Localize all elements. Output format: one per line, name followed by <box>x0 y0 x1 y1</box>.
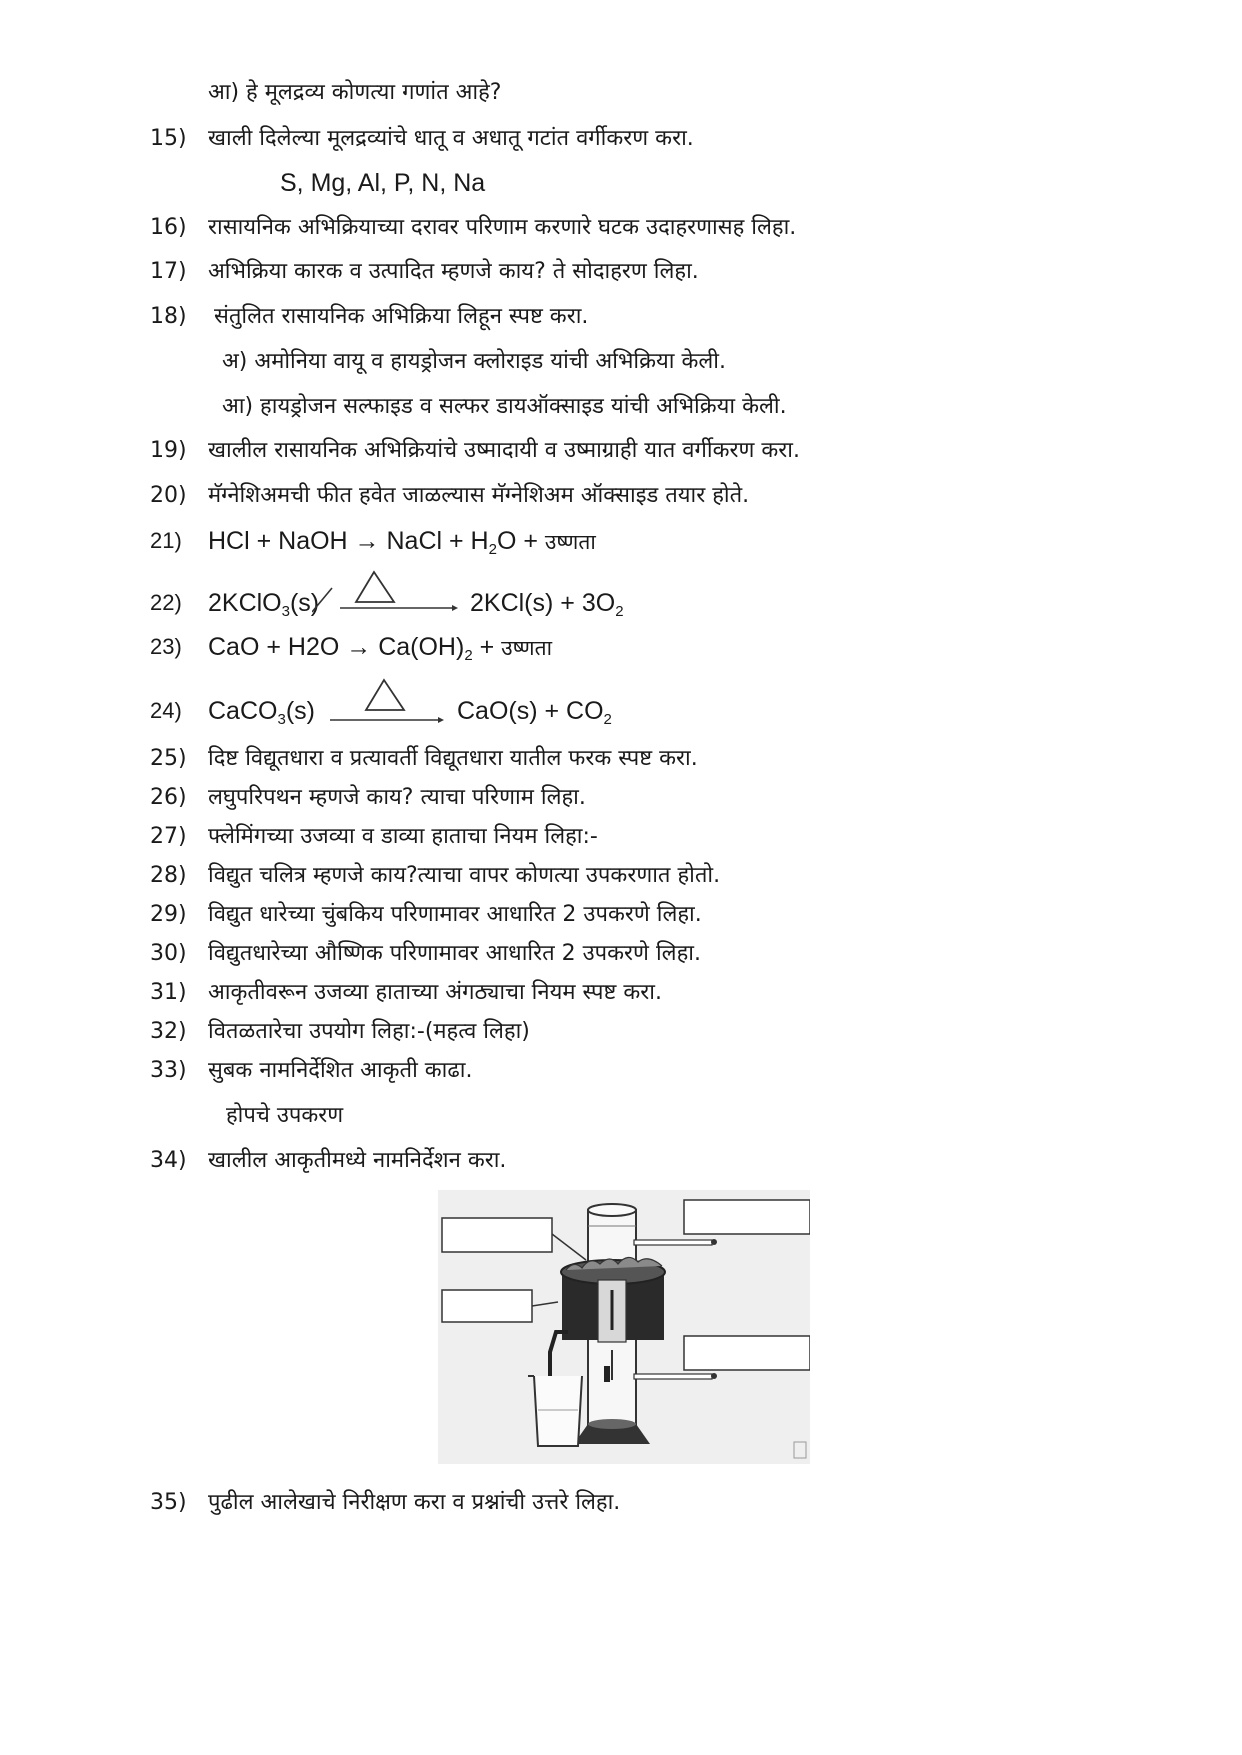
equation-reactants: CaO + H2O → Ca(OH) <box>208 633 465 661</box>
question-text: मॅग्नेशिअमची फीत हवेत जाळल्यास मॅग्नेशिअम ऑक्साइड तयार होते. <box>208 483 750 508</box>
question-text: दिष्ट विद्यूतधारा व प्रत्यावर्ती विद्यूतधारा यातील फरक स्पष्ट करा. <box>208 746 698 771</box>
question-text: आकृतीवरून उजव्या हाताच्या अंगठ्याचा नियम स्पष्ट करा. <box>208 980 662 1005</box>
equation-products: $2KCl(s) + 3O_2$ <box>470 589 624 620</box>
thermometer-icon <box>634 1374 712 1379</box>
question-number: 29) <box>150 902 187 927</box>
equation-products: O + <box>496 527 545 555</box>
question-text: रासायनिक अभिक्रियाच्या दरावर परिणाम करणारे घटक उदाहरणासह लिहा. <box>208 215 797 240</box>
equation-reactants: HCl + NaOH → NaCl + H <box>208 527 489 555</box>
subscript: 2 <box>615 603 624 620</box>
question-number: 22) <box>150 590 182 615</box>
question-text: खालील आकृतीमध्ये नामनिर्देशन करा. <box>208 1148 507 1173</box>
question-number: 21) <box>150 528 182 553</box>
question-text: खालील रासायनिक अभिक्रियांचे उष्मादायी व उष्माग्राही यात वर्गीकरण करा. <box>208 438 800 463</box>
heat-label: उष्णता <box>544 530 596 554</box>
question-number: 25) <box>150 746 187 771</box>
equation-reactants: 2KClO <box>208 589 282 617</box>
equation-products: + <box>472 633 502 661</box>
equation-reactants: CaCO <box>208 697 278 725</box>
question-number: 20) <box>150 483 187 508</box>
question-number: 31) <box>150 980 187 1005</box>
question-number: 23) <box>150 634 182 659</box>
subscript: 3 <box>281 603 290 620</box>
question-number: 30) <box>150 941 187 966</box>
question-number: 33) <box>150 1058 187 1083</box>
question-number: 35) <box>150 1490 187 1515</box>
question-number: 34) <box>150 1148 187 1173</box>
question-number: 28) <box>150 863 187 888</box>
question-number: 17) <box>150 259 187 284</box>
question-text: खाली दिलेल्या मूलद्रव्यांचे धातू व अधातू गटांत वर्गीकरण करा. <box>208 126 694 151</box>
question-33-item: होपचे उपकरण <box>226 1103 344 1128</box>
question-text: पुढील आलेखाचे निरीक्षण करा व प्रश्नांची उत्तरे लिहा. <box>208 1490 621 1515</box>
hope-apparatus-diagram <box>438 1190 810 1464</box>
equation-products: $CaO(s) + CO_2$ <box>457 697 612 728</box>
question-text: अभिक्रिया कारक व उत्पादित म्हणजे काय? ते सोदाहरण लिहा. <box>208 259 699 284</box>
question-18-part-b: आ) हायड्रोजन सल्फाइड व सल्फर डायऑक्साइड यांची अभिक्रिया केली. <box>222 394 787 419</box>
question-text: फ्लेमिंगच्या उजव्या व डाव्या हाताचा नियम लिहा:- <box>208 824 598 849</box>
element-list: S, Mg, Al, P, N, Na <box>280 169 486 197</box>
label-box <box>684 1336 810 1370</box>
question-number: 32) <box>150 1019 187 1044</box>
question-text: विद्युतधारेच्या औष्णिक परिणामावर आधारित 2 उपकरणे लिहा. <box>208 941 701 966</box>
question-text: वितळतारेचा उपयोग लिहा:-(महत्व लिहा) <box>208 1019 530 1044</box>
question-text: संतुलित रासायनिक अभिक्रिया लिहून स्पष्ट करा. <box>214 304 589 329</box>
question-text: सुबक नामनिर्देशित आकृती काढा. <box>208 1058 473 1083</box>
subscript: 2 <box>488 541 497 558</box>
state-symbol: (s) <box>285 697 315 725</box>
heat-arrow-icon <box>322 676 452 726</box>
subscript: 2 <box>603 711 612 728</box>
question-number: 15) <box>150 126 187 151</box>
label-box <box>684 1200 810 1234</box>
question-text: लघुपरिपथन म्हणजे काय? त्याचा परिणाम लिहा. <box>208 785 586 810</box>
question-text: विद्युत धारेच्या चुंबकिय परिणामावर आधारित 2 उपकरणे लिहा. <box>208 902 702 927</box>
question-number: 18) <box>150 304 187 329</box>
question-number: 27) <box>150 824 187 849</box>
label-box <box>442 1290 532 1322</box>
thermometer-icon <box>634 1240 712 1245</box>
heat-label: उष्णता <box>501 636 553 660</box>
question-number: 16) <box>150 215 187 240</box>
question-text: विद्युत चलित्र म्हणजे काय?त्याचा वापर कोणत्या उपकरणात होतो. <box>208 863 721 888</box>
question-18-part-a: अ) अमोनिया वायू व हायड्रोजन क्लोराइड यांची अभिक्रिया केली. <box>222 349 726 374</box>
label-box <box>442 1218 552 1252</box>
subscript: 3 <box>277 711 286 728</box>
heat-arrow-icon <box>312 568 462 618</box>
subscript: 2 <box>464 647 473 664</box>
question-number: 24) <box>150 698 182 723</box>
question-number: 26) <box>150 785 187 810</box>
hope-apparatus-figure <box>438 1190 810 1464</box>
question-14-subpart: आ) हे मूलद्रव्य कोणत्या गणांत आहे? <box>208 80 502 105</box>
question-number: 19) <box>150 438 187 463</box>
state-symbol: (s) <box>289 589 320 617</box>
